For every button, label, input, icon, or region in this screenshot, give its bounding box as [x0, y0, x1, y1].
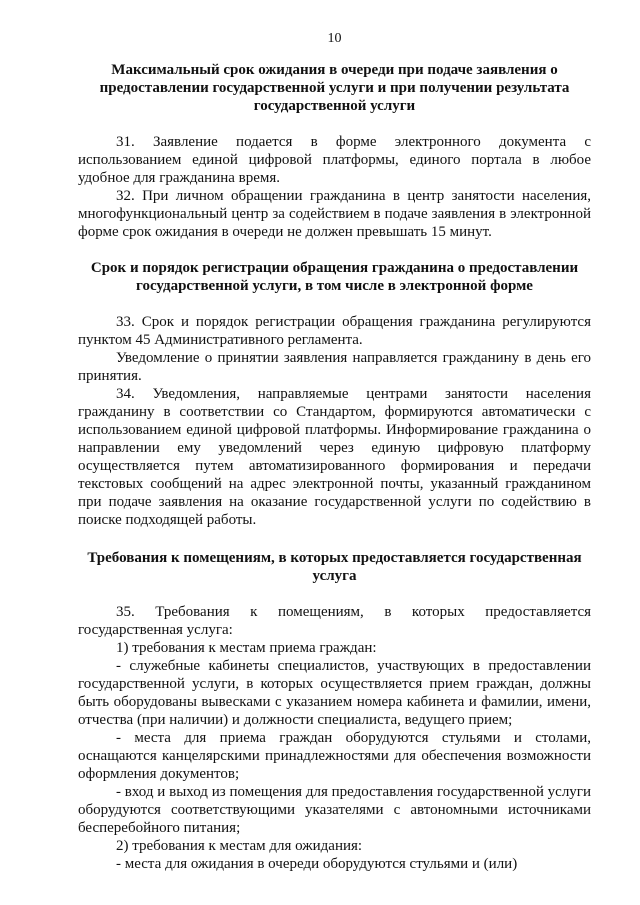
paragraph-33-notice: Уведомление о принятии заявления направляется гражданину в день его принятия. [78, 350, 591, 384]
paragraph-35: 35. Требования к помещениям, в которых предоставляется государственная услуга: [78, 604, 591, 638]
section-heading-registration: Срок и порядок регистрации обращения гражданина о предоставлении государственной услуги, в том числе в электронной форме [90, 260, 579, 294]
paragraph-31: 31. Заявление подается в форме электронного документа с использованием единой цифровой платформы, единого портала в любое удобное для гражданина время. [78, 134, 591, 186]
paragraph-32: 32. При личном обращении гражданина в центр занятости населения, многофункциональный центр за содействием в подаче заявления в электронной форме срок ожидания в очереди не должен превышать 15 минут. [78, 188, 591, 240]
section-heading-premises: Требования к помещениям, в которых предоставляется государственная услуга [87, 550, 582, 584]
paragraph-35-1: 1) требования к местам приема граждан: [116, 640, 377, 656]
bullet-waiting-seating: - места для ожидания в очереди оборудуются стульями и (или) [116, 856, 518, 872]
bullet-entrance-exit-signs: - вход и выход из помещения для предоставления государственной услуги оборудуются соответствующими указателями с автономными источниками бесперебойного питания; [78, 784, 591, 836]
bullet-offices-signage: - служебные кабинеты специалистов, участвующих в предоставлении государственной услуги, в которых осуществляется прием граждан, должны быть оборудованы вывесками с указанием номера кабинета и фамилии, имени, отчества (при наличии) и должности специалиста, ведущего прием; [78, 658, 591, 728]
document-page [78, 30, 591, 873]
paragraph-33: 33. Срок и порядок регистрации обращения гражданина регулируются пунктом 45 Административного регламента. [78, 314, 591, 348]
paragraph-34: 34. Уведомления, направляемые центрами занятости населения гражданину в соответствии со Стандартом, формируются автоматически с использованием единой цифровой платформы. Информирование гражданина о направлении ему уведомлений через единую цифровую платформу осуществляется путем автоматизированного формирования и передачи текстовых сообщений на адрес электронной почты, указанный гражданином при подаче заявления на оказание государственной услуги по содействию в поиске подходящей работы. [78, 386, 591, 528]
page-number: 10 [327, 31, 342, 46]
section-heading-waiting-time: Максимальный срок ожидания в очереди при подаче заявления о предоставлении государственной услуги и при получении результата государственной услуги [99, 62, 570, 114]
bullet-reception-furniture: - места для приема граждан оборудуются стульями и столами, оснащаются канцелярскими принадлежностями для обеспечения возможности оформления документов; [78, 730, 591, 782]
paragraph-35-2: 2) требования к местам для ожидания: [116, 838, 363, 854]
